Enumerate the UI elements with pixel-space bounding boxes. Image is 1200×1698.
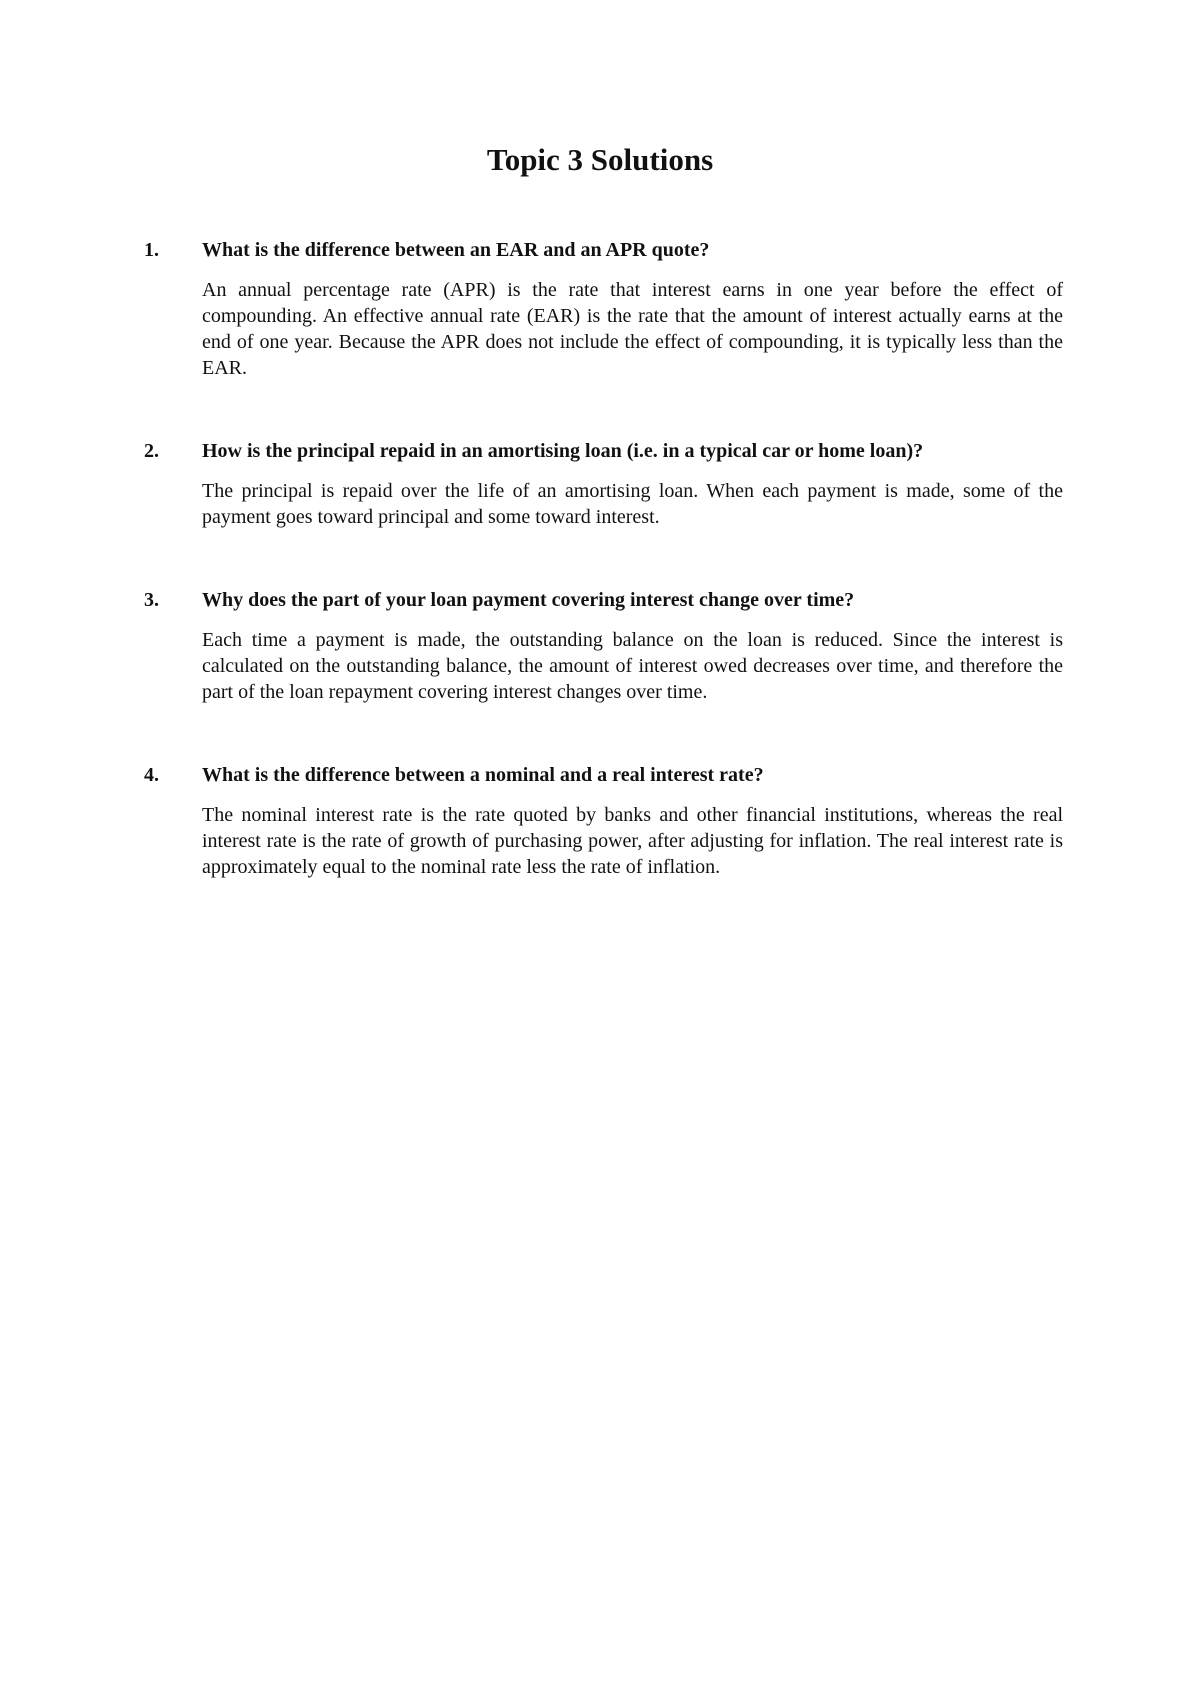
question-heading: [144, 436, 1064, 466]
question-heading: [144, 585, 1064, 615]
answer-text: The principal is repaid over the life of an amortising loan. When each payment is made, some of the payment goes toward principal and some toward interest.: [202, 480, 1063, 528]
question-number: 2.: [144, 440, 159, 462]
question-number: 3.: [144, 589, 159, 611]
answer-text: Each time a payment is made, the outstanding balance on the loan is reduced. Since the interest is calculated on the outstanding balance, the amount of interest owed decreases over time, and therefore the part of the loan repayment covering interest changes over time.: [202, 629, 1063, 703]
answer-text: The nominal interest rate is the rate quoted by banks and other financial institutions, whereas the real interest rate is the rate of growth of purchasing power, after adjusting for inflation. The real interest rate is approximately equal to the nominal rate less the rate of inflation.: [202, 804, 1063, 878]
page-title: Topic 3 Solutions: [486, 142, 714, 177]
question-text: Why does the part of your loan payment covering interest change over time?: [202, 589, 855, 611]
question-item-1: [144, 235, 1064, 381]
question-text: How is the principal repaid in an amortising loan (i.e. in a typical car or home loan)?: [202, 440, 924, 462]
answer-text: An annual percentage rate (APR) is the rate that interest earns in one year before the effect of compounding. An effective annual rate (EAR) is the rate that the amount of interest actually earns at the end of one year. Because the APR does not include the effect of compounding, it is typically less than the EAR.: [202, 279, 1063, 379]
question-heading: [144, 760, 1064, 790]
question-number: 1.: [144, 239, 159, 261]
question-text: What is the difference between an EAR and an APR quote?: [202, 239, 710, 261]
question-item-3: [144, 585, 1064, 705]
question-item-2: [144, 436, 1064, 530]
question-text: What is the difference between a nominal and a real interest rate?: [202, 764, 764, 786]
question-number: 4.: [144, 764, 159, 786]
question-item-4: [144, 760, 1064, 880]
question-heading: [144, 235, 1064, 265]
